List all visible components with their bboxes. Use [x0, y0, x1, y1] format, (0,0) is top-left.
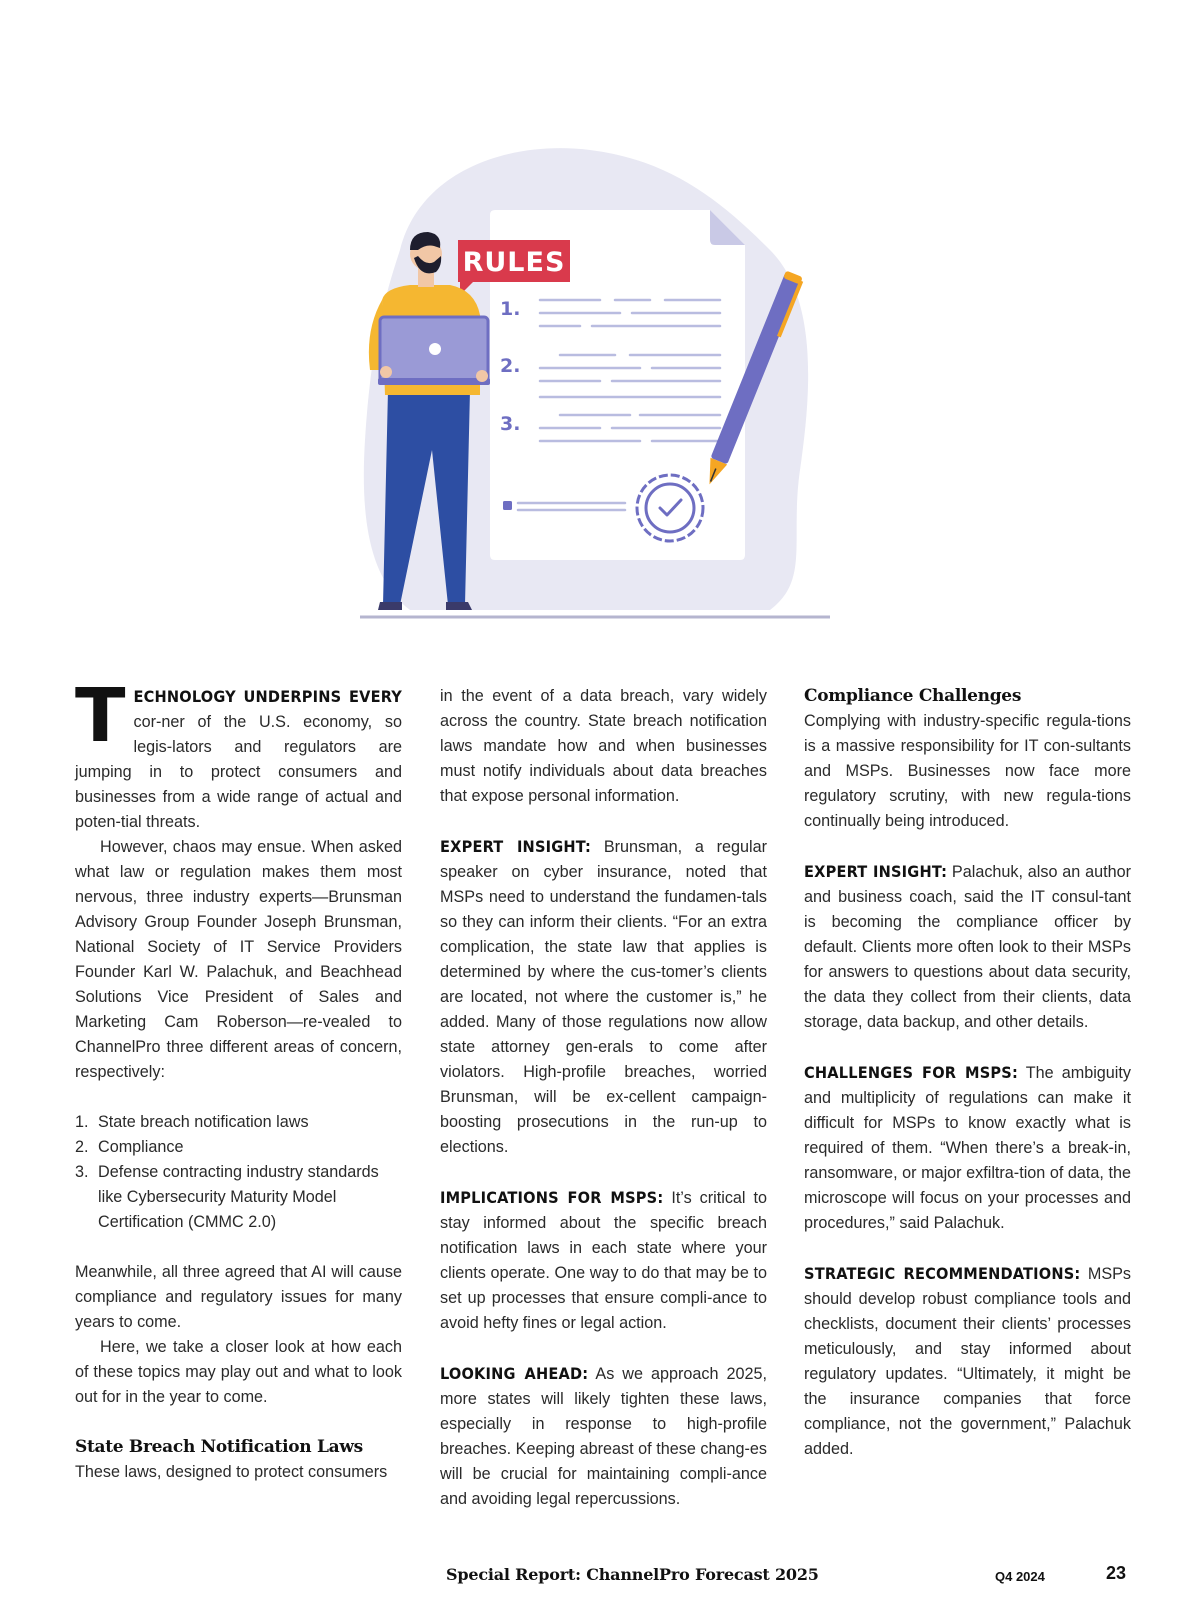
checkbox-icon [503, 501, 512, 510]
rule-number-2: 2. [500, 355, 521, 377]
paragraph-text: As we approach 2025, more states will likely tighten these laws, especially in response to high-profile breaches. Keeping abreast of these chang-es will be crucial for maintaining compli-ance and avoiding legal repercussions. [440, 1365, 767, 1508]
paragraph-kicker: CHALLENGES FOR MSPS: [804, 1063, 1018, 1082]
rule-number-1: 1. [500, 298, 521, 320]
body-paragraph: Complying with industry-specific regula-tions is a massive responsibility for IT con-sultants and MSPs. Businesses now face more regulatory scrutiny, with new regula-tions continually being introduced. [804, 712, 1131, 830]
paragraph-kicker: STRATEGIC RECOMMENDATIONS: [804, 1264, 1081, 1283]
rules-sign-text: RULES [462, 247, 566, 278]
section-heading: State Breach Notification Laws [75, 1437, 363, 1457]
body-paragraph [440, 834, 767, 1160]
list-item-number: 2. [75, 1138, 89, 1156]
section-heading: Compliance Challenges [804, 686, 1022, 706]
paragraph-kicker: LOOKING AHEAD: [440, 1364, 589, 1383]
list-item [75, 1110, 402, 1135]
footer-issue: Q4 2024 [995, 1569, 1045, 1584]
list-item-number: 1. [75, 1113, 89, 1131]
body-paragraph [804, 859, 1131, 1035]
list-item [75, 1135, 402, 1160]
body-paragraph [440, 1361, 767, 1512]
body-paragraph [804, 1060, 1131, 1236]
list-item-text: Compliance [98, 1138, 184, 1156]
article-column-3 [804, 684, 1131, 1462]
list-item-text: State breach notification laws [98, 1113, 309, 1131]
body-paragraph: Here, we take a closer look at how each of these topics may play out and what to look out for in the year to come. [75, 1338, 402, 1406]
paragraph-kicker: EXPERT INSIGHT: [440, 837, 592, 856]
paragraph-text: The ambiguity and multiplicity of regulations can make it difficult for MSPs to know exactly what is required of them. “When there’s a break-in, ransomware, or major exfiltra-tion of data, the microscope will focus on your processes and procedures,” said Palachuk. [804, 1064, 1131, 1232]
footer-report-title: Special Report: ChannelPro Forecast 2025 [446, 1565, 819, 1584]
article-column-2 [440, 684, 767, 1512]
lead-kicker: ECHNOLOGY UNDERPINS EVERY [133, 687, 402, 706]
paragraph-text: MSPs should develop robust compliance tools and checklists, document their clients’ processes meticulously, and stay informed about regulatory updates. “Ultimately, it might be the insurance companies that force compliance, not the government,” Palachuk added. [804, 1265, 1132, 1458]
list-item-number: 3. [75, 1163, 89, 1181]
list-item [75, 1160, 402, 1235]
body-paragraph: Meanwhile, all three agreed that AI will cause compliance and regulatory issues for many years to come. [75, 1263, 402, 1331]
drop-cap: T [75, 673, 126, 759]
paragraph-text: Brunsman, a regular speaker on cyber insurance, noted that MSPs need to understand the fundamen-tals so they can inform their clients. “For an extra complication, the state law that applies is determined by where the cus-tomer’s clients are located, not where the customer is,” he added. Many of those regulations now allow state attorney gen-erals to come after violators. High-profile breaches, worried Brunsman, will be ex-cellent campaign-boosting prosecutions in the run-up to elections. [440, 838, 767, 1156]
paragraph-kicker: IMPLICATIONS FOR MSPS: [440, 1188, 664, 1207]
body-paragraph [804, 1261, 1131, 1462]
list-item-text: Defense contracting industry standards like Cybersecurity Maturity Model Certification (CMMC 2.0) [98, 1163, 379, 1231]
rules-illustration [340, 140, 860, 650]
body-paragraph: However, chaos may ensue. When asked what law or regulation makes them most nervous, three industry experts—Brunsman Advisory Group Founder Joseph Brunsman, National Society of IT Service Providers Founder Karl W. Palachuk, and Beachhead Solutions Vice President of Sales and Marketing Cam Roberson—re-vealed to ChannelPro three different areas of concern, respectively: [75, 838, 402, 1081]
body-paragraph: These laws, designed to protect consumers [75, 1463, 388, 1481]
lead-paragraph [75, 673, 402, 835]
paragraph-text: Palachuk, also an author and business coach, said the IT consul-tant is becoming the compliance officer by default. Clients more often look to their MSPs for answers to questions about data security, the data they collect from their clients, data storage, data backup, and other details. [804, 863, 1131, 1031]
paragraph-text: It’s critical to stay informed about the specific breach notification laws in each state where your clients operate. One way to do that may be to set up processes that ensure compli-ance to avoid hefty fines or legal action. [440, 1189, 767, 1332]
lead-text: cor-ner of the U.S. economy, so legis-lators and regulators are jumping in to protect consumers and businesses from a wide range of actual and poten-tial threats. [75, 713, 402, 831]
paragraph-kicker: EXPERT INSIGHT: [804, 862, 948, 881]
body-paragraph: in the event of a data breach, vary widely across the country. State breach notification laws mandate how and when businesses must notify individuals about data breaches that expose personal information. [440, 687, 767, 805]
article-column-1 [75, 673, 402, 1485]
concern-list [75, 1110, 402, 1235]
rule-number-3: 3. [500, 413, 521, 435]
page-number: 23 [1106, 1563, 1127, 1583]
body-paragraph [440, 1185, 767, 1336]
